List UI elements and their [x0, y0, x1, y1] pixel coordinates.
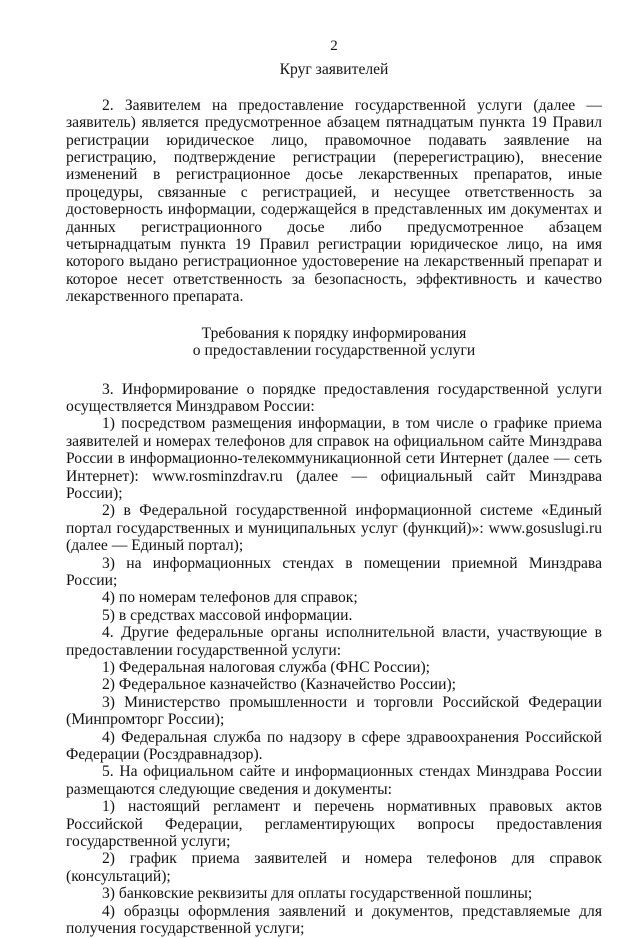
paragraph-5-item-1: 1) настоящий регламент и перечень нормативных правовых актов Российской Федерации, регламентирующих вопросы предоставления государственной услуги; [66, 798, 602, 851]
paragraph-4-item-4: 4) Федеральная служба по надзору в сфере здравоохранения Российской Федерации (Росздравнадзор). [66, 728, 602, 764]
paragraph-3-item-1: 1) посредством размещения информации, в том числе о графике приема заявителей и номерах телефонов для справок на официальном сайте Минздрава России в информационно-телекоммуникационной сети Интернет (далее — сеть Интернет): www.rosminzdrav.ru (далее — официальный сайт Минздрава России); [66, 415, 602, 502]
paragraph-3-item-2: 2) в Федеральной государственной информационной системе «Единый портал государственных и муниципальных услуг (функций)»: www.gosuslugi.ru (далее — Единый портал); [66, 502, 602, 555]
paragraph-4-item-1: 1) Федеральная налоговая служба (ФНС России); [102, 659, 431, 676]
paragraph-5: 5. На официальном сайте и информационных стендах Минздрава России размещаются следующие сведения и документы: [66, 763, 602, 798]
section-heading-informing [66, 325, 602, 360]
paragraph-2: 2. Заявителем на предоставление государственной услуги (далее — заявитель) является предусмотренное абзацем пятнадцатым пункта 19 Правил регистрации юридическое лицо, правомочное подавать заявление на регистрацию, подтверждение регистрации (перерегистрацию), внесение изменений в регистрационное досье лекарственных препаратов, иные процедуры, связанные с регистрацией, и несущее ответственность за достоверность информации, содержащейся в представленных им документах и данных регистрационного досье либо предусмотренное абзацем четырнадцатым пункта 19 Правил регистрации юридическое лицо, на имя которого выдано регистрационное удостоверение на лекарственный препарат и которое несет ответственность за безопасность, эффективность и качество лекарственного препарата. [66, 96, 602, 306]
paragraph-3-item-5: 5) в средствах массовой информации. [102, 606, 353, 624]
paragraph-5-item-4: 4) образцы оформления заявлений и документов, представляемые для получения государственной услуги; [66, 902, 602, 938]
paragraph-5-item-3: 3) банковские реквизиты для оплаты государственной пошлины; [102, 885, 533, 903]
paragraph-4: 4. Другие федеральные органы исполнительной власти, участвующие в предоставлении государственной услуги: [66, 624, 602, 659]
paragraph-3: 3. Информирование о порядке предоставления государственной услуги осуществляется Минздравом России: [66, 380, 602, 415]
paragraph-3-item-4: 4) по номерам телефонов для справок; [102, 589, 358, 607]
section-heading-informing-line-1: Требования к порядку информирования [201, 324, 467, 342]
paragraph-4-item-2: 2) Федеральное казначейство (Казначейство России); [102, 676, 456, 694]
section-heading-applicants: Круг заявителей [279, 61, 389, 79]
paragraph-4-item-3: 3) Министерство промышленности и торговли Российской Федерации (Минпромторг России); [66, 693, 602, 729]
paragraph-5-item-2: 2) график приема заявителей и номера телефонов для справок (консультаций); [66, 850, 602, 885]
section-heading-informing-line-2: о предоставлении государственной услуги [192, 342, 476, 360]
paragraph-3-item-3: 3) на информационных стендах в помещении приемной Минздрава России; [66, 554, 602, 589]
page-content [66, 38, 602, 938]
page-number: 2 [330, 38, 338, 54]
